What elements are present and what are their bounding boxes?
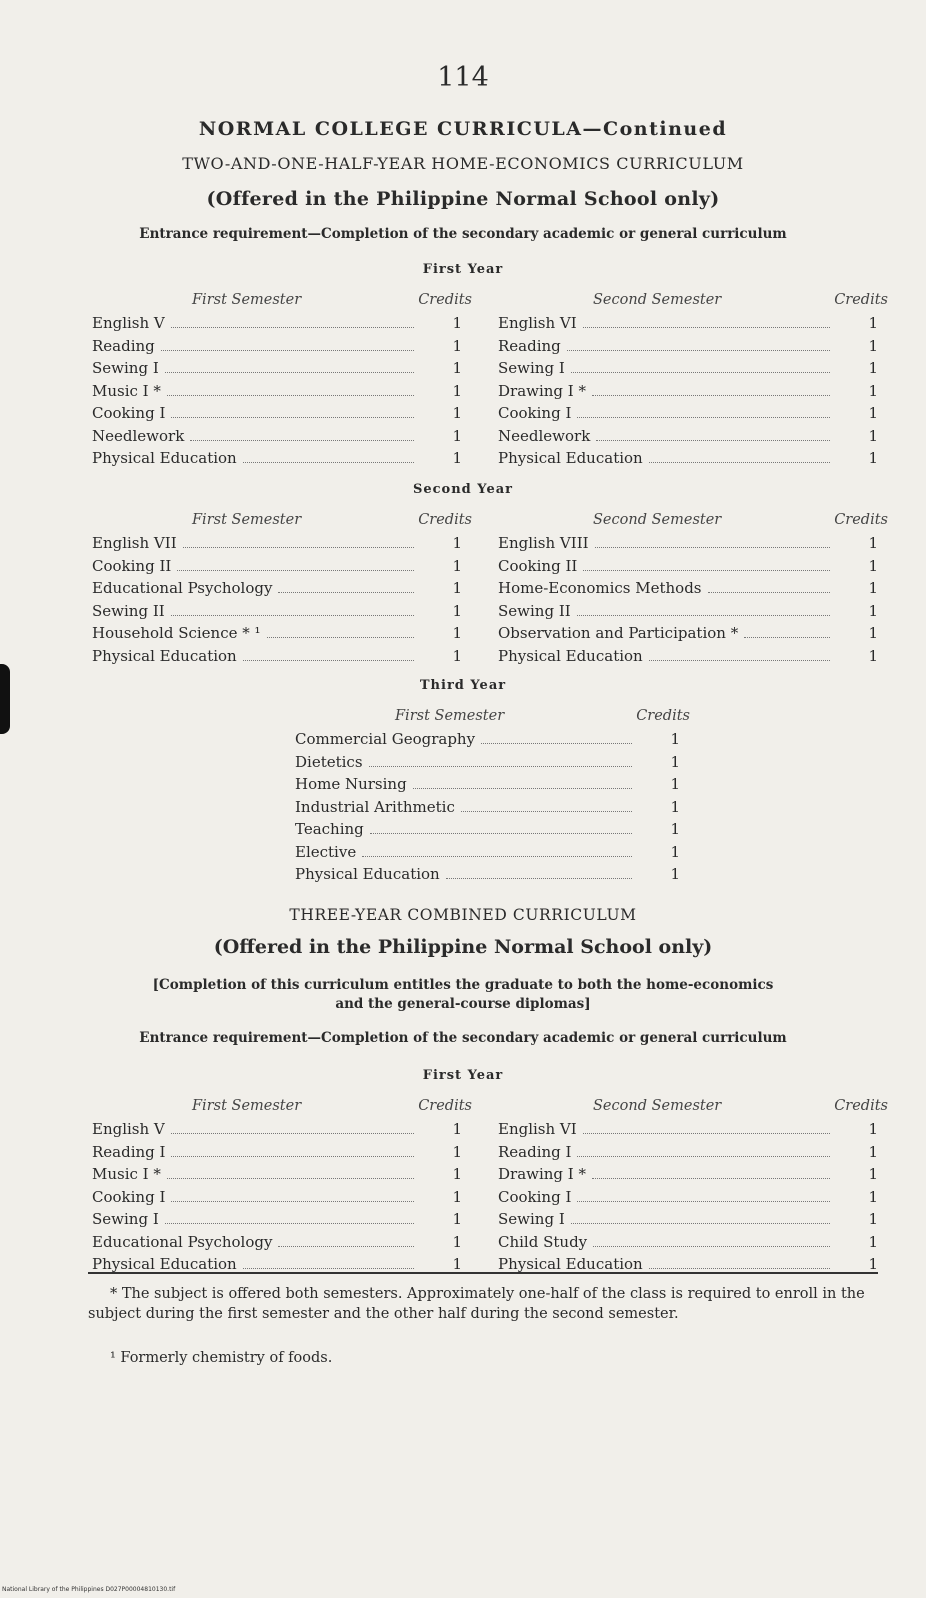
curriculum1-title: TWO-AND-ONE-HALF-YEAR HOME-ECONOMICS CURRICULUM xyxy=(182,154,744,173)
course-name: English VI xyxy=(498,1120,577,1138)
course-name: Household Science * ¹ xyxy=(92,624,261,642)
course-row xyxy=(295,775,690,798)
course-credits: 1 xyxy=(868,314,878,332)
c1-second-year-label: Second Year xyxy=(412,482,513,497)
c2-first-year-label: First Year xyxy=(422,1068,504,1083)
course-credits: 1 xyxy=(452,1120,462,1138)
course-row xyxy=(295,798,690,821)
sem-header: First Semester xyxy=(192,512,302,528)
course-name: Drawing I * xyxy=(498,381,587,400)
course-name: Physical Education xyxy=(498,646,643,665)
dot-leader xyxy=(577,1156,830,1157)
footnote-one: ¹ Formerly chemistry of foods. xyxy=(110,1350,333,1366)
course-credits: 1 xyxy=(868,449,878,467)
course-row xyxy=(92,579,472,602)
course-name: Teaching xyxy=(295,820,364,838)
course-row xyxy=(92,1210,472,1233)
course-name: Sewing I xyxy=(498,359,565,377)
dot-leader xyxy=(744,637,830,638)
dot-leader xyxy=(446,878,632,879)
course-name: Drawing I * xyxy=(498,1165,587,1183)
course-row xyxy=(92,647,472,670)
course-row xyxy=(295,865,690,888)
course-name: Dietetics xyxy=(295,752,363,771)
course-credits: 1 xyxy=(670,842,680,861)
c1-y1-sem1 xyxy=(92,292,472,472)
course-credits: 1 xyxy=(868,646,878,665)
course-credits: 1 xyxy=(452,556,462,575)
course-credits: 1 xyxy=(868,336,878,355)
course-row xyxy=(92,314,472,337)
dot-leader xyxy=(278,1246,414,1247)
dot-leader xyxy=(167,395,414,396)
course-credits: 1 xyxy=(452,314,462,332)
course-credits: 1 xyxy=(452,426,462,445)
c1-y2-sem2 xyxy=(498,512,888,669)
dot-leader xyxy=(190,440,414,441)
course-name: Sewing I xyxy=(498,1210,565,1228)
curriculum2-entrance: Entrance requirement—Completion of the secondary academic or general curriculum xyxy=(139,1030,787,1046)
dot-leader xyxy=(183,547,414,548)
course-row xyxy=(92,1143,472,1166)
course-credits: 1 xyxy=(868,359,878,377)
curriculum1-offered: (Offered in the Philippine Normal School only) xyxy=(206,188,720,210)
c1-y1-sem2 xyxy=(498,292,888,472)
course-name: Cooking I xyxy=(92,1187,166,1206)
course-name: Educational Psychology xyxy=(92,1232,273,1251)
dot-leader xyxy=(583,327,830,328)
course-name: Cooking I xyxy=(92,404,166,422)
dot-leader xyxy=(583,570,830,571)
course-name: Cooking I xyxy=(498,1187,572,1206)
course-row xyxy=(295,730,690,753)
sem-header: First Semester xyxy=(192,1098,302,1114)
course-name: Sewing I xyxy=(92,359,159,377)
course-row xyxy=(295,753,690,776)
course-credits: 1 xyxy=(452,601,462,620)
course-row xyxy=(92,1188,472,1211)
course-row xyxy=(92,382,472,405)
dot-leader xyxy=(267,637,414,638)
course-credits: 1 xyxy=(868,1120,878,1138)
course-row xyxy=(498,1188,888,1211)
course-name: Reading I xyxy=(498,1142,572,1161)
course-row xyxy=(92,1120,472,1143)
course-credits: 1 xyxy=(452,1165,462,1183)
course-row xyxy=(498,359,888,382)
dot-leader xyxy=(171,1201,414,1202)
dot-leader xyxy=(583,1133,830,1134)
dot-leader xyxy=(481,743,632,744)
course-row xyxy=(92,624,472,647)
curriculum2-title: THREE-YEAR COMBINED CURRICULUM xyxy=(289,906,637,924)
course-name: Physical Education xyxy=(498,449,643,467)
dot-leader xyxy=(171,1156,414,1157)
course-credits: 1 xyxy=(670,775,680,793)
dot-leader xyxy=(167,1178,414,1179)
dot-leader xyxy=(171,1133,414,1134)
dot-leader xyxy=(369,766,632,767)
course-name: Music I * xyxy=(92,381,161,400)
dot-leader xyxy=(592,1178,830,1179)
course-credits: 1 xyxy=(452,624,462,642)
course-credits: 1 xyxy=(452,1187,462,1206)
course-credits: 1 xyxy=(670,865,680,883)
dot-leader xyxy=(577,417,830,418)
course-name: Needlework xyxy=(498,426,591,445)
curriculum2-note-line1: [Completion of this curriculum entitles the graduate to both the home-economics xyxy=(152,977,774,993)
course-row xyxy=(92,427,472,450)
course-name: English VII xyxy=(92,534,177,552)
course-credits: 1 xyxy=(868,579,878,597)
dot-leader xyxy=(161,350,414,351)
course-credits: 1 xyxy=(452,404,462,422)
dot-leader xyxy=(571,372,830,373)
course-name: English VI xyxy=(498,314,577,332)
course-name: Home Nursing xyxy=(295,775,407,793)
course-credits: 1 xyxy=(452,646,462,665)
course-name: English VIII xyxy=(498,534,589,552)
dot-leader xyxy=(413,788,632,789)
sem-header: Second Semester xyxy=(593,1098,722,1114)
course-row xyxy=(498,382,888,405)
course-name: Reading xyxy=(498,336,561,355)
curriculum2-note-line2: and the general-course diplomas] xyxy=(335,996,591,1012)
c2-y1-sem1 xyxy=(92,1098,472,1278)
course-credits: 1 xyxy=(452,579,462,597)
dot-leader xyxy=(577,615,830,616)
sem-header: First Semester xyxy=(395,708,505,724)
scan-id: National Library of the Philippines D027P00004810130.tif xyxy=(2,1586,176,1593)
course-row xyxy=(498,314,888,337)
course-name: Elective xyxy=(295,842,357,861)
dot-leader xyxy=(571,1223,830,1224)
course-row xyxy=(92,534,472,557)
course-credits: 1 xyxy=(670,752,680,771)
course-credits: 1 xyxy=(452,1232,462,1251)
course-credits: 1 xyxy=(868,404,878,422)
curriculum1-entrance: Entrance requirement—Completion of the secondary academic or general curriculum xyxy=(139,226,787,242)
dot-leader xyxy=(592,395,830,396)
course-credits: 1 xyxy=(670,797,680,816)
curriculum2-note xyxy=(0,976,926,1014)
footnote-star: * The subject is offered both semesters. Approximately one-half of the class is required to enroll in the subject during the first semester and the other half during the second semester. xyxy=(88,1286,865,1322)
course-name: Cooking II xyxy=(498,556,578,575)
credits-header: Credits xyxy=(834,512,888,528)
course-credits: 1 xyxy=(452,1255,462,1273)
credits-header: Credits xyxy=(834,292,888,308)
course-credits: 1 xyxy=(670,820,680,838)
course-row xyxy=(295,820,690,843)
course-name: English V xyxy=(92,1120,165,1138)
course-credits: 1 xyxy=(452,534,462,552)
course-name: Commercial Geography xyxy=(295,730,476,748)
course-credits: 1 xyxy=(868,1232,878,1251)
course-name: English V xyxy=(92,314,165,332)
course-row xyxy=(498,557,888,580)
dot-leader xyxy=(171,417,414,418)
course-credits: 1 xyxy=(868,1165,878,1183)
course-name: Industrial Arithmetic xyxy=(295,797,455,816)
course-row xyxy=(498,1255,888,1278)
course-name: Sewing II xyxy=(92,601,165,620)
course-row xyxy=(498,1165,888,1188)
course-row xyxy=(498,449,888,472)
course-row xyxy=(295,843,690,866)
dot-leader xyxy=(165,372,414,373)
course-row xyxy=(498,404,888,427)
course-row xyxy=(498,624,888,647)
dot-leader xyxy=(243,1268,414,1269)
scan-blot xyxy=(0,664,10,734)
c1-y3-sem1 xyxy=(295,708,690,888)
course-name: Sewing II xyxy=(498,601,571,620)
course-row xyxy=(92,404,472,427)
course-row xyxy=(498,1143,888,1166)
course-row xyxy=(498,1233,888,1256)
course-name: Physical Education xyxy=(498,1255,643,1273)
course-credits: 1 xyxy=(868,601,878,620)
dot-leader xyxy=(165,1223,414,1224)
course-credits: 1 xyxy=(868,1210,878,1228)
sem-header: Second Semester xyxy=(593,292,722,308)
course-name: Reading xyxy=(92,336,155,355)
dot-leader xyxy=(171,327,414,328)
course-credits: 1 xyxy=(868,534,878,552)
course-row xyxy=(498,602,888,625)
dot-leader xyxy=(708,592,831,593)
course-credits: 1 xyxy=(452,381,462,400)
dot-leader xyxy=(649,462,830,463)
course-credits: 1 xyxy=(452,449,462,467)
c1-first-year-label: First Year xyxy=(422,262,504,277)
credits-header: Credits xyxy=(418,292,472,308)
course-name: Needlework xyxy=(92,426,185,445)
course-row xyxy=(92,359,472,382)
course-name: Cooking I xyxy=(498,404,572,422)
course-row xyxy=(498,427,888,450)
course-credits: 1 xyxy=(452,1210,462,1228)
course-name: Observation and Participation * xyxy=(498,624,739,642)
course-name: Cooking II xyxy=(92,556,172,575)
curriculum2-offered: (Offered in the Philippine Normal School only) xyxy=(213,936,713,958)
course-row xyxy=(92,557,472,580)
credits-header: Credits xyxy=(418,1098,472,1114)
c2-y1-sem2 xyxy=(498,1098,888,1278)
dot-leader xyxy=(593,1246,830,1247)
course-name: Physical Education xyxy=(295,865,440,883)
dot-leader xyxy=(595,547,830,548)
course-row xyxy=(498,1120,888,1143)
course-credits: 1 xyxy=(868,1187,878,1206)
sem-header: Second Semester xyxy=(593,512,722,528)
course-credits: 1 xyxy=(868,1142,878,1161)
course-name: Home-Economics Methods xyxy=(498,579,702,597)
page-number: 114 xyxy=(437,62,489,93)
dot-leader xyxy=(362,856,632,857)
course-name: Physical Education xyxy=(92,646,237,665)
course-name: Music I * xyxy=(92,1165,161,1183)
dot-leader xyxy=(177,570,414,571)
dot-leader xyxy=(567,350,830,351)
c1-y2-sem1 xyxy=(92,512,472,669)
c1-third-year-label: Third Year xyxy=(419,678,507,693)
course-credits: 1 xyxy=(868,381,878,400)
sem-header: First Semester xyxy=(192,292,302,308)
course-name: Reading I xyxy=(92,1142,166,1161)
course-row xyxy=(498,647,888,670)
course-credits: 1 xyxy=(452,1142,462,1161)
course-name: Child Study xyxy=(498,1232,588,1251)
dot-leader xyxy=(596,440,830,441)
dot-leader xyxy=(171,615,414,616)
credits-header: Credits xyxy=(418,512,472,528)
dot-leader xyxy=(461,811,632,812)
dot-leader xyxy=(577,1201,830,1202)
course-row xyxy=(92,1165,472,1188)
course-row xyxy=(92,602,472,625)
dot-leader xyxy=(370,833,632,834)
course-row xyxy=(92,1255,472,1278)
credits-header: Credits xyxy=(636,708,690,724)
course-name: Educational Psychology xyxy=(92,579,273,597)
course-credits: 1 xyxy=(452,336,462,355)
dot-leader xyxy=(278,592,414,593)
course-row xyxy=(92,449,472,472)
course-credits: 1 xyxy=(868,556,878,575)
dot-leader xyxy=(649,660,830,661)
dot-leader xyxy=(243,462,414,463)
course-credits: 1 xyxy=(868,426,878,445)
page-heading: NORMAL COLLEGE CURRICULA—Continued xyxy=(198,118,728,140)
course-name: Sewing I xyxy=(92,1210,159,1228)
footnote-rule xyxy=(88,1272,878,1274)
course-row xyxy=(92,1233,472,1256)
course-name: Physical Education xyxy=(92,1255,237,1273)
credits-header: Credits xyxy=(834,1098,888,1114)
course-row xyxy=(498,534,888,557)
course-row xyxy=(498,579,888,602)
course-credits: 1 xyxy=(868,1255,878,1273)
course-row xyxy=(498,1210,888,1233)
dot-leader xyxy=(649,1268,830,1269)
course-row xyxy=(498,337,888,360)
course-credits: 1 xyxy=(670,730,680,748)
course-name: Physical Education xyxy=(92,449,237,467)
course-row xyxy=(92,337,472,360)
dot-leader xyxy=(243,660,414,661)
course-credits: 1 xyxy=(452,359,462,377)
course-credits: 1 xyxy=(868,624,878,642)
